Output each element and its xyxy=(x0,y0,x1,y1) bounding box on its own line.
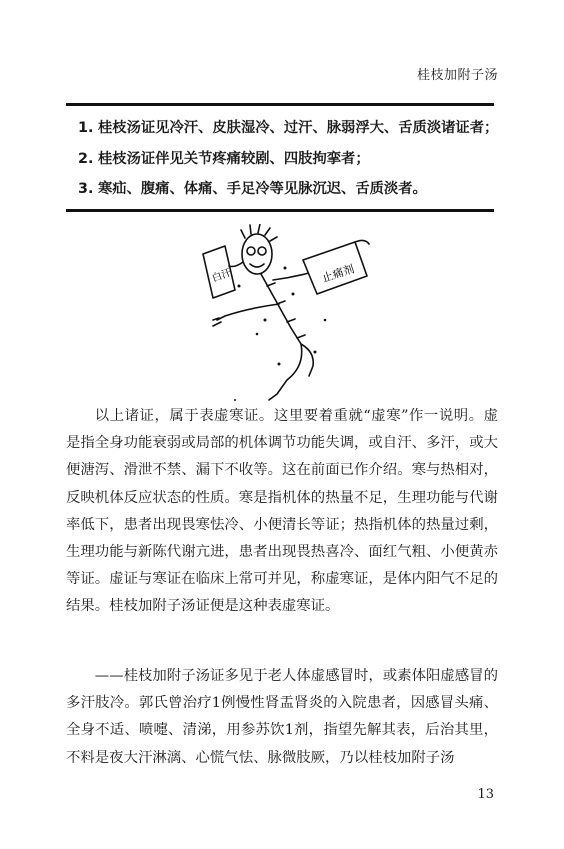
body-paragraph-1 xyxy=(66,403,498,621)
summary-item xyxy=(78,151,498,168)
summary-item xyxy=(78,181,498,198)
summary-top-rule xyxy=(66,103,494,106)
paragraph-text: ——桂枝加附子汤证多见于老人体虚感冒时，或素体阳虚感冒的多汗肢冷。郭氏曾治疗1例慢性肾盂肾炎的入院患者，因感冒头痛、全身不适、喷嚏、清涕，用参苏饮1剂，指望先解其表，后治其里，不料是夜大汗淋漓、心慌气怯、脉微肢厥，乃以桂枝加附子汤 xyxy=(66,668,498,766)
summary-list xyxy=(78,120,498,212)
summary-item-text: 寒疝、腹痛、体痛、手足冷等见脉沉迟、舌质淡者。 xyxy=(98,181,427,197)
summary-item-number: 2. xyxy=(78,150,94,167)
cartoon-figure-icon xyxy=(195,224,370,404)
summary-item-text: 桂枝汤证伴见关节疼痛较剧、四肢拘挛者； xyxy=(98,150,370,167)
left-sign-label: 白汗 xyxy=(210,267,234,285)
right-sign-label: 止痛剂 xyxy=(320,262,356,285)
summary-item-number: 1. xyxy=(78,120,94,136)
running-title: 桂枝加附子汤 xyxy=(416,68,498,83)
page-number: 13 xyxy=(477,787,494,802)
summary-item xyxy=(78,120,498,137)
summary-item-number: 3. xyxy=(78,181,94,197)
body-paragraph-2 xyxy=(66,663,498,772)
paragraph-text: 以上诸证，属于表虚寒证。这里要着重就“虚寒”作一说明。虚是指全身功能衰弱或局部的机体调节功能失调，或自汗、多汗，或大便溏泻、滑泄不禁、漏下不收等。这在前面已作介绍。寒与热相对，反映机体反应状态的性质。寒是指机体的热量不足，生理功能与代谢率低下，患者出现畏寒怯冷、小便清长等证；热指机体的热量过剩，生理功能与新陈代谢亢进，患者出现畏热喜冷、面红气粗、小便黄赤等证。虚证与寒证在临床上常可并见，称虚寒证，是体内阳气不足的结果。桂枝加附子汤证便是这种表虚寒证。 xyxy=(66,408,498,615)
summary-item-text: 桂枝汤证见冷汗、皮肤湿冷、过汗、脉弱浮大、舌质淡诸证者； xyxy=(98,120,499,136)
summary-bottom-rule xyxy=(66,209,494,212)
